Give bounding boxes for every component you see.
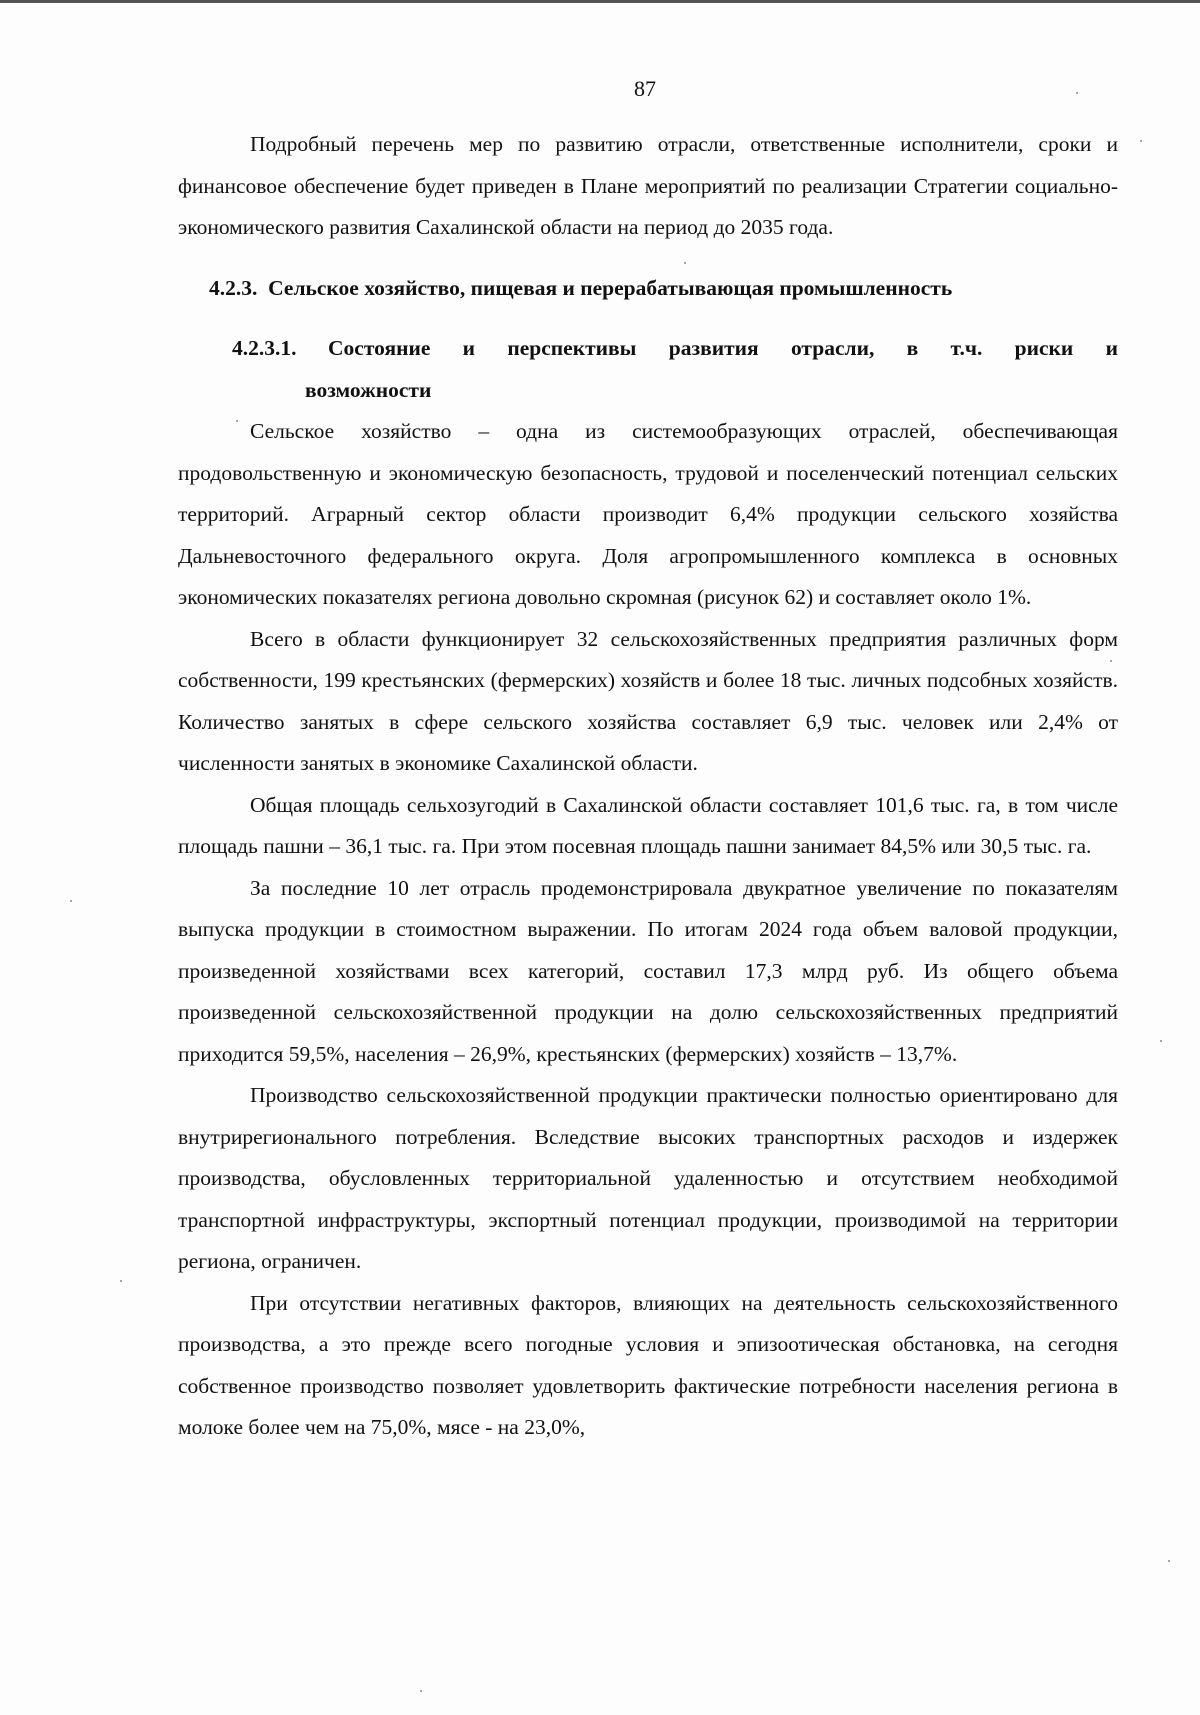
subsection-number: 4.2.3.1. [232, 336, 297, 360]
scan-speck [236, 420, 238, 422]
scan-top-edge [0, 0, 1200, 3]
scan-speck [1076, 92, 1078, 94]
section-number: 4.2.3. [209, 275, 258, 300]
scan-speck [1160, 1040, 1162, 1042]
scan-speck [1140, 140, 1142, 142]
scan-speck [70, 900, 72, 902]
body-paragraph: Сельское хозяйство – одна из системообразующих отраслей, обеспечивающая продовольственную и экономическую безопасность, трудовой и поселенческий потенциал сельских территорий. Аграрный сектор области производит 6,4% продукции сельского хозяйства Дальневосточного федерального округа. Доля агропромышленного комплекса в основных экономических показателях региона довольно скромная (рисунок 62) и составляет около 1%. [178, 419, 1118, 609]
scan-speck [1168, 1560, 1170, 1562]
scan-speck [684, 262, 686, 264]
body-paragraph: При отсутствии негативных факторов, влияющих на деятельность сельскохозяйственного производства, а это прежде всего погодные условия и эпизоотическая обстановка, на сегодня собственное производство позволяет удовлетворить фактические потребности населения региона в молоке более чем на 75,0%, мясе - на 23,0%, [178, 1290, 1118, 1439]
subsection-title-line1: Состояние и перспективы развития отрасли, в т.ч. риски и [328, 336, 1118, 360]
subsection-heading [178, 328, 1118, 411]
scan-speck [420, 1690, 422, 1692]
section-title: Сельское хозяйство, пищевая и перерабатывающая промышленность [268, 275, 953, 300]
scan-speck [120, 1280, 122, 1282]
subsection-title-line2: возможности [305, 377, 432, 402]
body-paragraph: Общая площадь сельхозугодий в Сахалинской области составляет 101,6 тыс. га, в том числе площадь пашни – 36,1 тыс. га. При этом посевная площадь пашни занимает 84,5% или 30,5 тыс. га. [178, 792, 1118, 858]
scan-speck [1110, 660, 1112, 662]
subsection-title [305, 328, 1118, 411]
page-number: 87 [634, 76, 656, 101]
intro-paragraph: Подробный перечень мер по развитию отрасли, ответственные исполнители, сроки и финансовое обеспечение будет приведен в Плане мероприятий по реализации Стратегии социально-экономического развития Сахалинской области на период до 2035 года. [178, 132, 1118, 239]
body-paragraph: Всего в области функционирует 32 сельскохозяйственных предприятия различных форм собственности, 199 крестьянских (фермерских) хозяйств и более 18 тыс. личных подсобных хозяйств. Количество занятых в сфере сельского хозяйства составляет 6,9 тыс. человек или 2,4% от численности занятых в экономике Сахалинской области. [178, 626, 1118, 775]
page-content [178, 124, 1118, 1449]
body-paragraph: Производство сельскохозяйственной продукции практически полностью ориентировано для внутрирегионального потребления. Вследствие высоких транспортных расходов и издержек производства, обусловленных территориальной удаленностью и отсутствием необходимой транспортной инфраструктуры, экспортный потенциал продукции, производимой на территории региона, ограничен. [178, 1083, 1118, 1273]
body-paragraph: За последние 10 лет отрасль продемонстрировала двукратное увеличение по показателям выпуска продукции в стоимостном выражении. По итогам 2024 года объем валовой продукции, произведенной хозяйствами всех категорий, составил 17,3 млрд руб. Из общего объема произведенной сельскохозяйственной продукции на долю сельскохозяйственных предприятий приходится 59,5%, населения – 26,9%, крестьянских (фермерских) хозяйств – 13,7%. [178, 875, 1118, 1066]
section-heading [178, 268, 1118, 310]
